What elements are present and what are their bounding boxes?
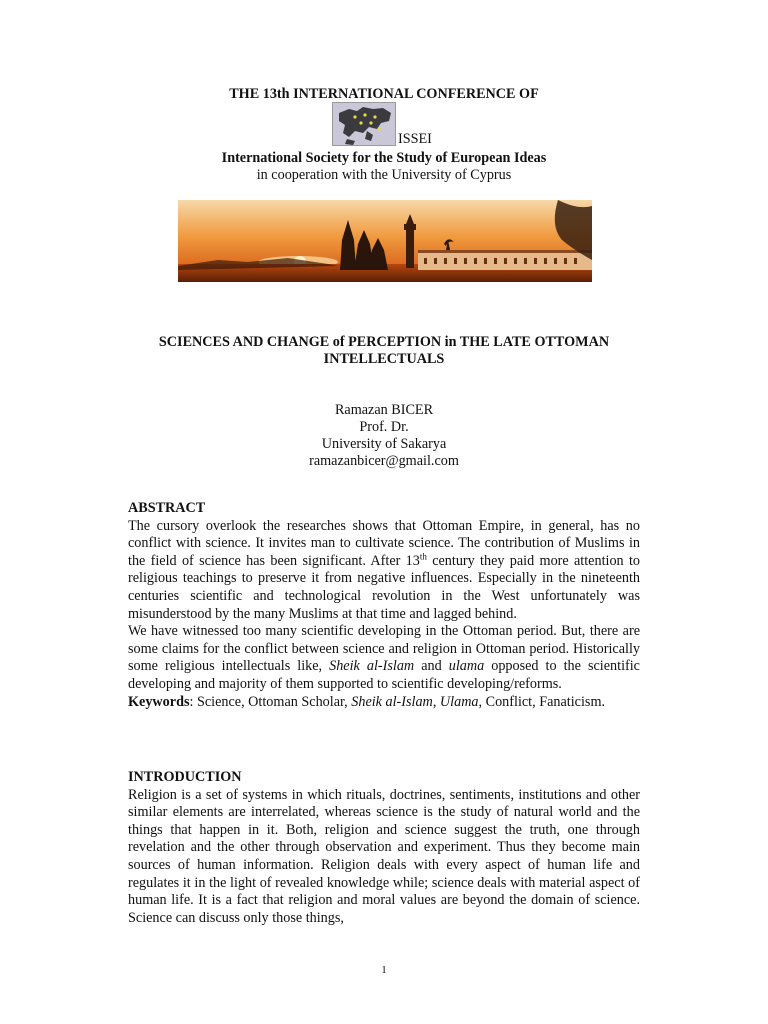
paper-title-line-1: SCIENCES AND CHANGE of PERCEPTION in THE LATE OTTOMAN xyxy=(158,334,610,350)
paper-title-line-2: INTELLECTUALS xyxy=(323,351,445,367)
abstract-section xyxy=(128,500,640,711)
author-email: ramazanbicer@gmail.com xyxy=(309,453,459,469)
cooperation-line: in cooperation with the University of Cyprus xyxy=(256,167,512,183)
abstract-heading: ABSTRACT xyxy=(128,500,206,516)
abstract-paragraph-1: The cursory overlook the researches shows that Ottoman Empire, in general, has no conflict with science. It invites man to cultivate science. The contribution of Muslims in the field of science has been significant. After 13th century they paid more attention to religious teachings to preserve it from negative influences. Especially in the nineteenth centuries scientific and technological revolution in the West unfortunately was misunderstood by the many Muslims at that time and lagged behind. xyxy=(128,517,640,622)
europe-map-logo xyxy=(332,102,396,146)
introduction-heading: INTRODUCTION xyxy=(128,769,242,785)
author-affiliation: University of Sakarya xyxy=(321,436,447,452)
society-abbreviation: ISSEI xyxy=(398,131,432,147)
abstract-paragraph-2: We have witnessed too many scientific developing in the Ottoman period. But, there are some claims for the conflict between science and religion in Ottoman period. Historically some religious intellectuals like, Sheik al-Islam and ulama opposed to the scientific developing and majority of them supported to scientific developing/reforms. xyxy=(128,623,640,692)
issei-logo-row xyxy=(0,102,768,146)
society-name: International Society for the Study of European Ideas xyxy=(221,150,547,166)
author-name: Ramazan BICER xyxy=(334,402,434,418)
keywords-line: Keywords: Science, Ottoman Scholar, Sheik al-Islam, Ulama, Conflict, Fanaticism. xyxy=(128,693,606,710)
introduction-paragraph: Religion is a set of systems in which rituals, doctrines, sentiments, institutions and other similar elements are interrelated, whereas science is the study of natural world and the things that happen in it. Both, religion and science suggest the truth, one through revelation and the other through observation and experiment. Thus they become main sources of human information. Religion deals with every aspect of human life and regulates it in the light of revealed knowledge while; science deals with material aspect of human life. It is a fact that religion and moral values are beyond the domain of science. Science can discuss only those things, xyxy=(128,786,640,926)
introduction-section xyxy=(128,769,640,927)
conference-heading: THE 13th INTERNATIONAL CONFERENCE OF xyxy=(229,86,539,102)
author-position: Prof. Dr. xyxy=(359,419,409,435)
sunset-banner-image xyxy=(178,200,592,282)
page-number: 1 xyxy=(381,964,387,976)
